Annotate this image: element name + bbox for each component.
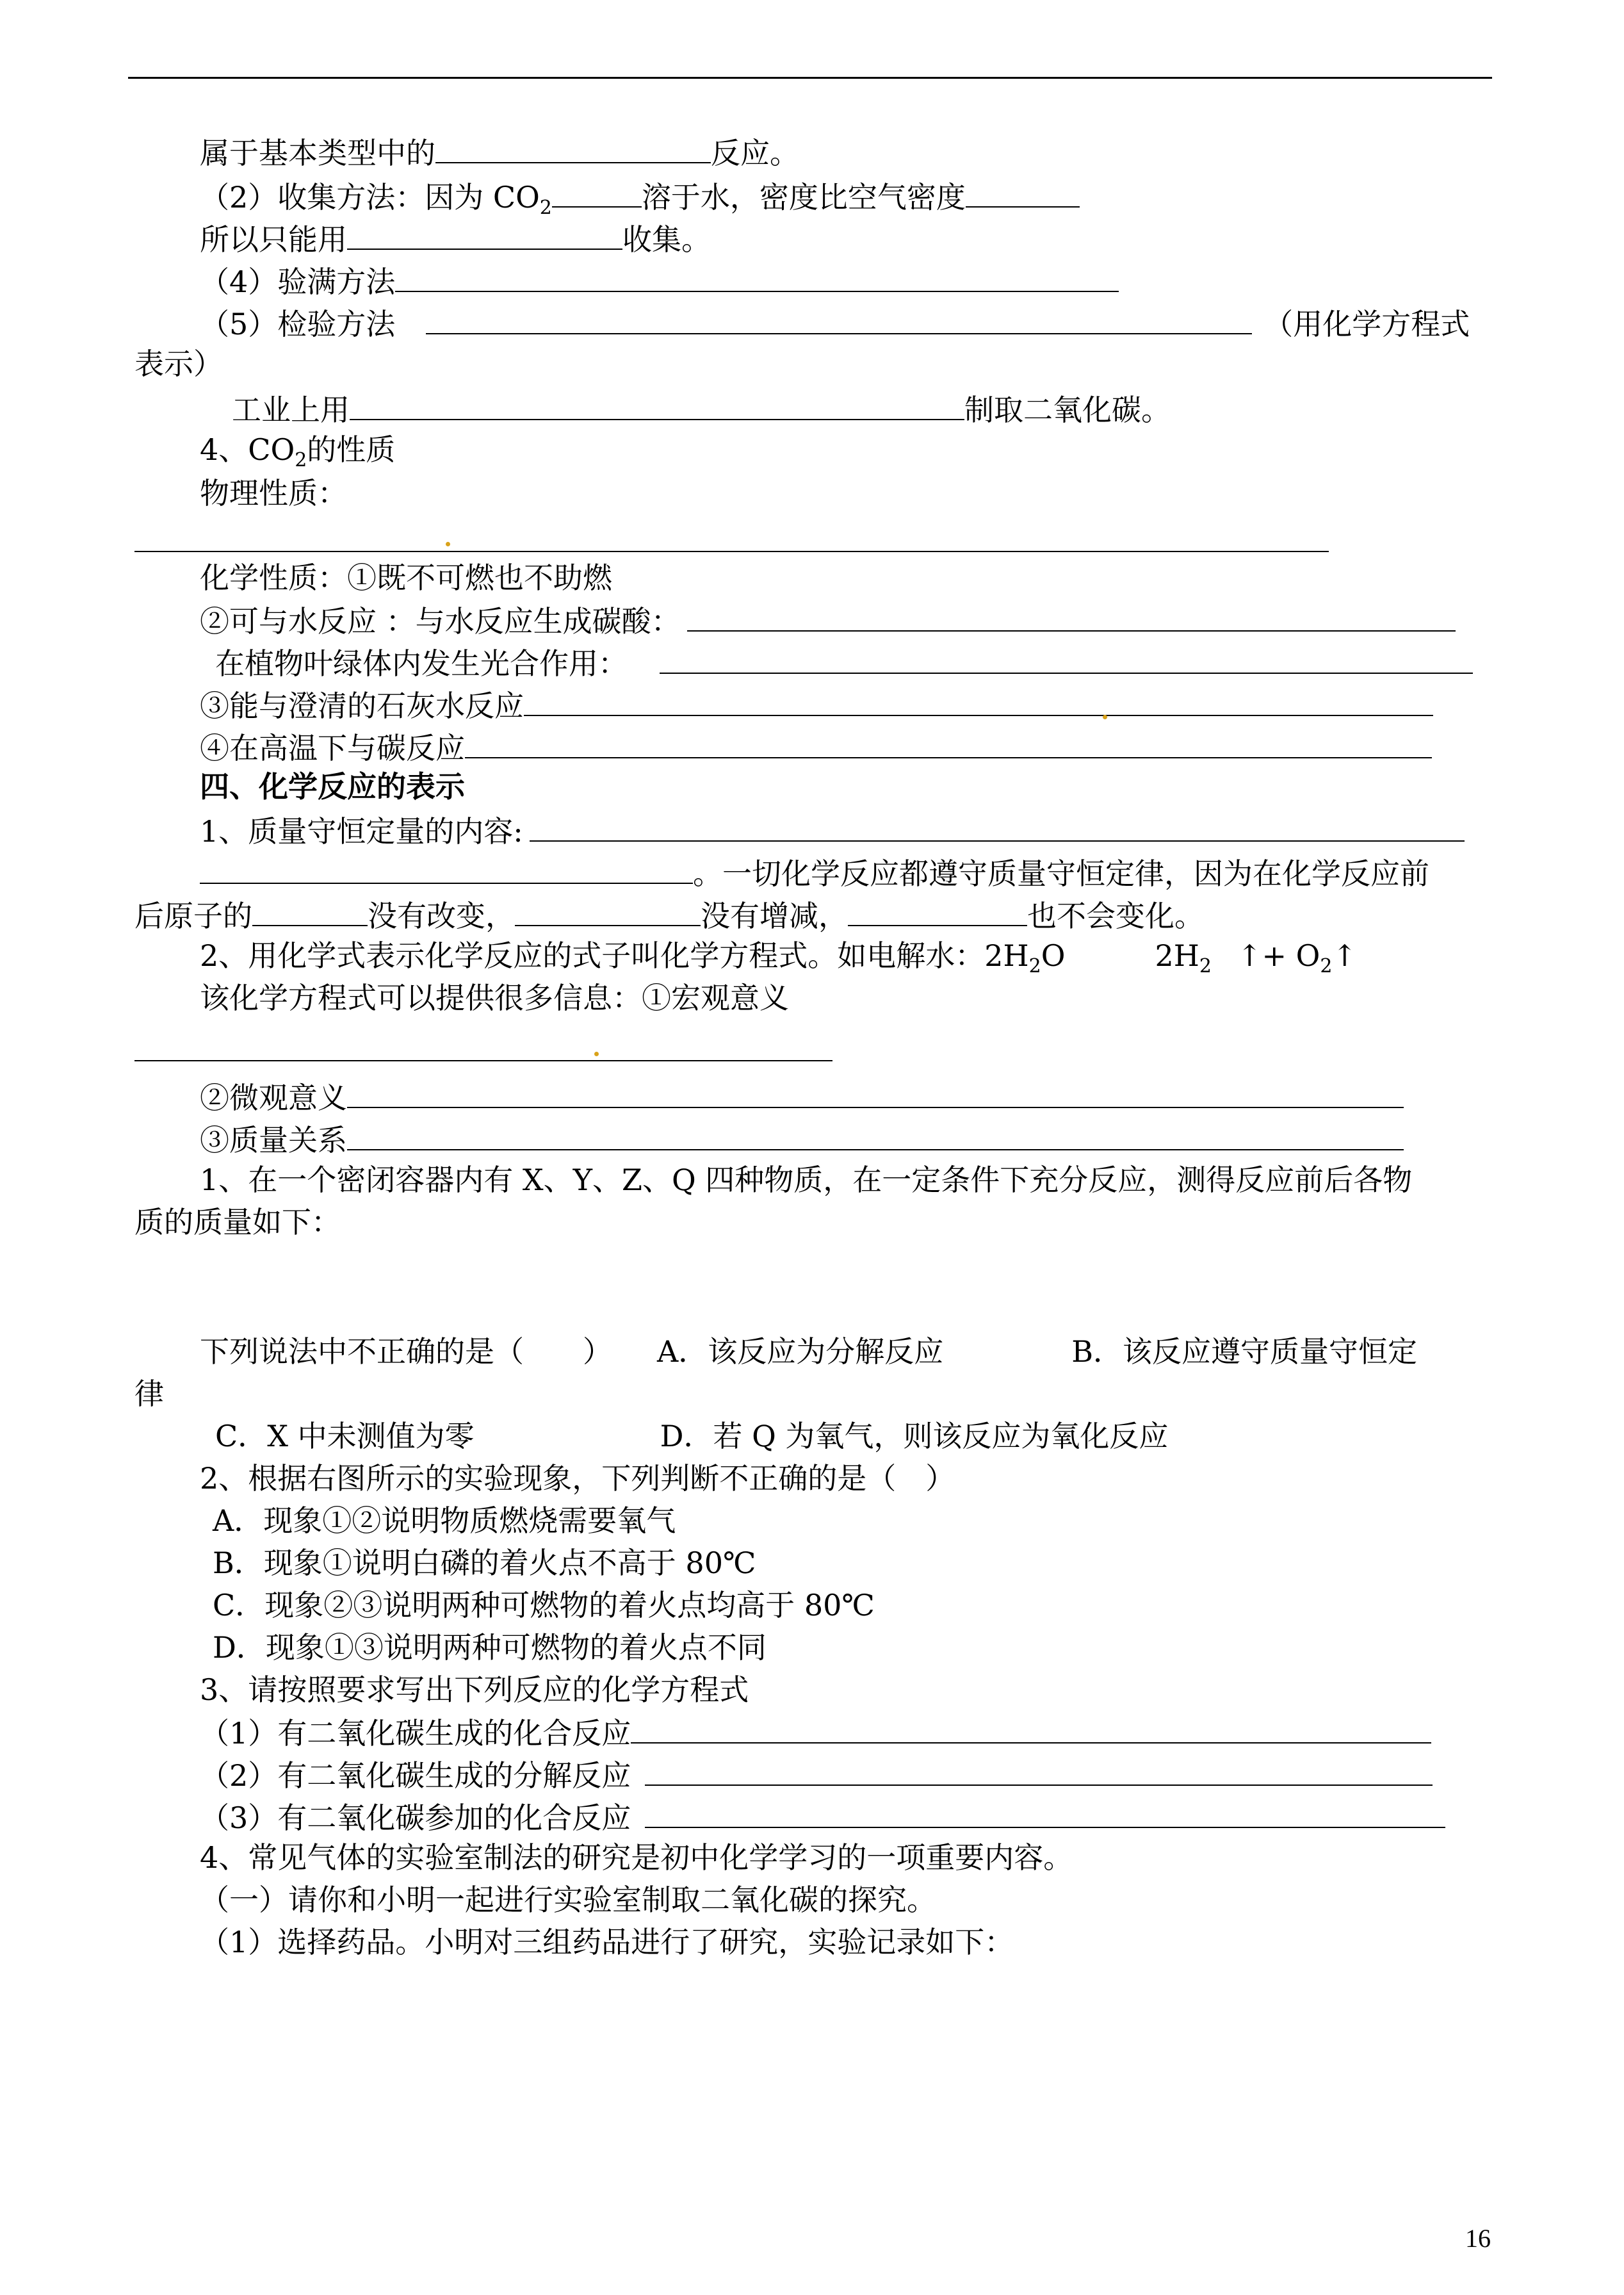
subscript: 2 bbox=[295, 449, 307, 472]
text-line bbox=[200, 1711, 1431, 1750]
option-b: B．该反应遵守质量守恒定 bbox=[1071, 1334, 1418, 1369]
text: 1、在一个密闭容器内有 X、Y、Z、Q 四种物质，在一定条件下充分反应，测得反应前后各物 bbox=[200, 1163, 1413, 1197]
answer-blank[interactable] bbox=[552, 176, 642, 208]
answer-blank[interactable] bbox=[524, 684, 1433, 716]
text: 工业上用 bbox=[232, 393, 350, 427]
text: 4、CO bbox=[200, 432, 295, 467]
text-line bbox=[200, 810, 1465, 848]
option-line bbox=[213, 1586, 875, 1624]
text: ②微观意义 bbox=[200, 1081, 347, 1115]
text: ③质量关系 bbox=[200, 1123, 347, 1157]
answer-line[interactable] bbox=[134, 551, 1329, 552]
text-line bbox=[200, 1881, 936, 1919]
answer-blank[interactable] bbox=[395, 260, 1119, 292]
text-line bbox=[200, 218, 711, 256]
text-line bbox=[200, 1332, 1417, 1371]
text: ↑ bbox=[1332, 938, 1358, 973]
text: （1）选择药品。小明对三组药品进行了研究，实验记录如下： bbox=[200, 1925, 1014, 1959]
text: 反应。 bbox=[711, 136, 799, 170]
text-line bbox=[200, 1076, 1404, 1115]
text: 物理性质： bbox=[200, 476, 347, 510]
text: （一）请你和小明一起进行实验室制取二氧化碳的探究。 bbox=[200, 1883, 936, 1917]
text-line bbox=[200, 684, 1433, 723]
text: （1）有二氧化碳生成的化合反应 bbox=[200, 1716, 631, 1751]
answer-blank[interactable] bbox=[435, 131, 711, 163]
text-line bbox=[200, 430, 396, 472]
answer-blank[interactable] bbox=[426, 302, 1252, 334]
text-line bbox=[200, 131, 799, 170]
scan-dot bbox=[594, 1052, 599, 1056]
scan-dot bbox=[1103, 715, 1107, 719]
text-line bbox=[134, 1203, 341, 1241]
text-line bbox=[200, 1838, 1073, 1877]
text: ②可与水反应 ：与水反应生成碳酸： bbox=[200, 604, 681, 639]
answer-blank[interactable] bbox=[200, 852, 693, 884]
answer-blank[interactable] bbox=[645, 1796, 1445, 1828]
text: 属于基本类型中的 bbox=[200, 136, 435, 170]
text-line bbox=[200, 1923, 1014, 1961]
text: 4、常见气体的实验室制法的研究是初中化学学习的一项重要内容。 bbox=[200, 1840, 1073, 1875]
text-line bbox=[200, 559, 612, 597]
text: 所以只能用 bbox=[200, 222, 347, 257]
subscript: 2 bbox=[1199, 955, 1212, 978]
answer-blank[interactable] bbox=[631, 1711, 1431, 1744]
subscript: 2 bbox=[1028, 955, 1041, 978]
text: 收集。 bbox=[622, 222, 711, 257]
text: （2）收集方法：因为 CO bbox=[200, 180, 540, 215]
text-line bbox=[200, 600, 1456, 638]
option-c: C．现象②③说明两种可燃物的着火点均高于 80℃ bbox=[213, 1588, 875, 1622]
option-line bbox=[213, 1628, 767, 1667]
subscript: 2 bbox=[539, 197, 552, 220]
text-line bbox=[134, 345, 223, 383]
text: ↑+ O bbox=[1237, 938, 1320, 973]
answer-blank[interactable] bbox=[347, 1118, 1404, 1150]
option-b: B．现象①说明白磷的着火点不高于 80℃ bbox=[213, 1546, 756, 1580]
scan-dot bbox=[446, 542, 450, 546]
text: （3）有二氧化碳参加的化合反应 bbox=[200, 1801, 631, 1835]
text-line bbox=[200, 1670, 749, 1709]
text-line bbox=[134, 1375, 164, 1413]
text-line bbox=[200, 1754, 1433, 1792]
answer-line[interactable] bbox=[134, 1060, 832, 1061]
text-line bbox=[200, 176, 1080, 220]
text: ④在高温下与碳反应 bbox=[200, 731, 465, 765]
option-d: D．若 Q 为氧气，则该反应为氧化反应 bbox=[660, 1419, 1169, 1453]
answer-blank[interactable] bbox=[465, 726, 1432, 758]
text: 2H bbox=[1155, 938, 1199, 973]
text-line bbox=[200, 1118, 1404, 1157]
text-line bbox=[200, 726, 1432, 765]
text: 也不会变化。 bbox=[1027, 899, 1204, 933]
text: 没有改变， bbox=[368, 899, 515, 933]
text: （4）验满方法 bbox=[200, 265, 396, 299]
answer-blank[interactable] bbox=[660, 642, 1473, 674]
subscript: 2 bbox=[1320, 955, 1333, 978]
text: 下列说法中不正确的是（ ） bbox=[200, 1334, 612, 1369]
text: ③能与澄清的石灰水反应 bbox=[200, 689, 524, 723]
text-line bbox=[134, 894, 1204, 933]
text: 化学性质：①既不可燃也不助燃 bbox=[200, 560, 612, 595]
text-line bbox=[200, 1161, 1412, 1199]
heading-text: 四、化学反应的表示 bbox=[200, 769, 465, 804]
section-heading bbox=[200, 767, 465, 806]
answer-blank[interactable] bbox=[347, 1076, 1404, 1108]
text: 2、根据右图所示的实验现象，下列判断不正确的是（ ） bbox=[200, 1461, 955, 1496]
option-c: C．X 中未测值为零 bbox=[215, 1419, 475, 1453]
option-line bbox=[213, 1501, 676, 1540]
option-a: A．该反应为分解反应 bbox=[657, 1334, 944, 1369]
text-line bbox=[200, 474, 347, 512]
text: 2、用化学式表示化学反应的式子叫化学方程式。如电解水：2H bbox=[200, 938, 1029, 973]
text: （用化学方程式 bbox=[1263, 307, 1470, 341]
text: 该化学方程式可以提供很多信息：①宏观意义 bbox=[200, 981, 789, 1015]
text-line bbox=[200, 1796, 1445, 1834]
header-rule bbox=[128, 77, 1492, 79]
text: O bbox=[1041, 938, 1066, 973]
text: 表示） bbox=[134, 347, 223, 381]
option-line bbox=[213, 1544, 756, 1582]
text-line bbox=[200, 979, 789, 1017]
answer-blank[interactable] bbox=[645, 1754, 1433, 1786]
text: 溶于水，密度比空气密度 bbox=[641, 180, 966, 215]
text: 。一切化学反应都遵守质量守恒定律，因为在化学反应前 bbox=[693, 856, 1429, 891]
text: （2）有二氧化碳生成的分解反应 bbox=[200, 1758, 631, 1793]
text: 的性质 bbox=[307, 432, 396, 467]
answer-blank[interactable] bbox=[848, 894, 1027, 926]
text: 3、请按照要求写出下列反应的化学方程式 bbox=[200, 1672, 749, 1707]
text-line bbox=[200, 936, 1358, 978]
text-line bbox=[215, 642, 1473, 680]
text: 1、质量守恒定量的内容: bbox=[200, 814, 523, 849]
text-line bbox=[200, 1459, 955, 1498]
answer-blank[interactable] bbox=[350, 388, 964, 420]
text: 没有增减， bbox=[701, 899, 848, 933]
answer-blank[interactable] bbox=[966, 176, 1080, 208]
page-number: 16 bbox=[1465, 2224, 1491, 2253]
answer-blank[interactable] bbox=[687, 600, 1456, 632]
text-line bbox=[232, 388, 1171, 427]
option-d: D．现象①③说明两种可燃物的着火点不同 bbox=[213, 1630, 767, 1665]
text: （5）检验方法 bbox=[200, 307, 396, 341]
text: 制取二氧化碳。 bbox=[964, 393, 1171, 427]
text: 律 bbox=[134, 1376, 164, 1411]
text-line bbox=[215, 1417, 1168, 1455]
answer-blank[interactable] bbox=[515, 894, 701, 926]
text: 在植物叶绿体内发生光合作用： bbox=[215, 646, 628, 681]
text: 质的质量如下： bbox=[134, 1205, 341, 1239]
text-line bbox=[200, 302, 1470, 341]
text: 后原子的 bbox=[134, 899, 252, 933]
answer-blank[interactable] bbox=[252, 894, 368, 926]
answer-blank[interactable] bbox=[530, 810, 1465, 842]
text-line bbox=[200, 260, 1119, 298]
answer-blank[interactable] bbox=[347, 218, 622, 250]
text-line bbox=[200, 852, 1429, 890]
option-a: A．现象①②说明物质燃烧需要氧气 bbox=[213, 1503, 676, 1538]
